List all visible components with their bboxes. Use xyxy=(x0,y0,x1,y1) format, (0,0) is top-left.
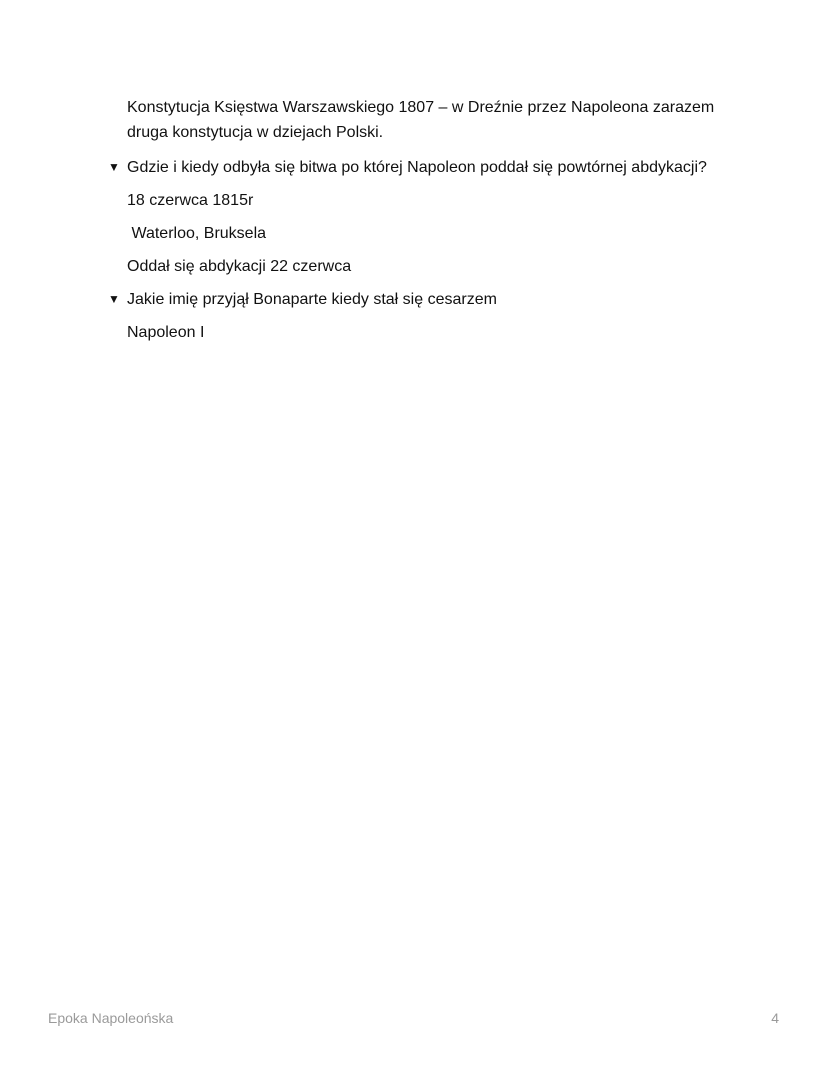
toggle-question-name[interactable] xyxy=(108,287,748,312)
toggle-title: Jakie imię przyjął Bonaparte kiedy stał się cesarzem xyxy=(127,291,497,308)
triangle-down-icon[interactable]: ▼ xyxy=(108,160,120,174)
toggle-question-battle[interactable] xyxy=(108,155,748,180)
answer-text: Waterloo, Bruksela xyxy=(127,225,267,242)
triangle-down-icon[interactable]: ▼ xyxy=(108,292,120,306)
answer-text: Oddał się abdykacji 22 czerwca xyxy=(127,258,352,275)
footer-title: Epoka Napoleońska xyxy=(48,1010,174,1026)
page-footer xyxy=(48,1010,779,1026)
answer-text: 18 czerwca 1815r xyxy=(127,192,254,209)
answer-text: Napoleon I xyxy=(127,324,205,341)
page-number: 4 xyxy=(771,1010,779,1026)
document-content xyxy=(108,95,748,353)
toggle-title: Gdzie i kiedy odbyła się bitwa po której Napoleon poddał się powtórnej abdykacji? xyxy=(127,159,707,176)
answer-text: Konstytucja Księstwa Warszawskiego 1807 – w Dreźnie przez Napoleona zarazem druga konstytucja w dziejach Polski. xyxy=(127,99,719,141)
